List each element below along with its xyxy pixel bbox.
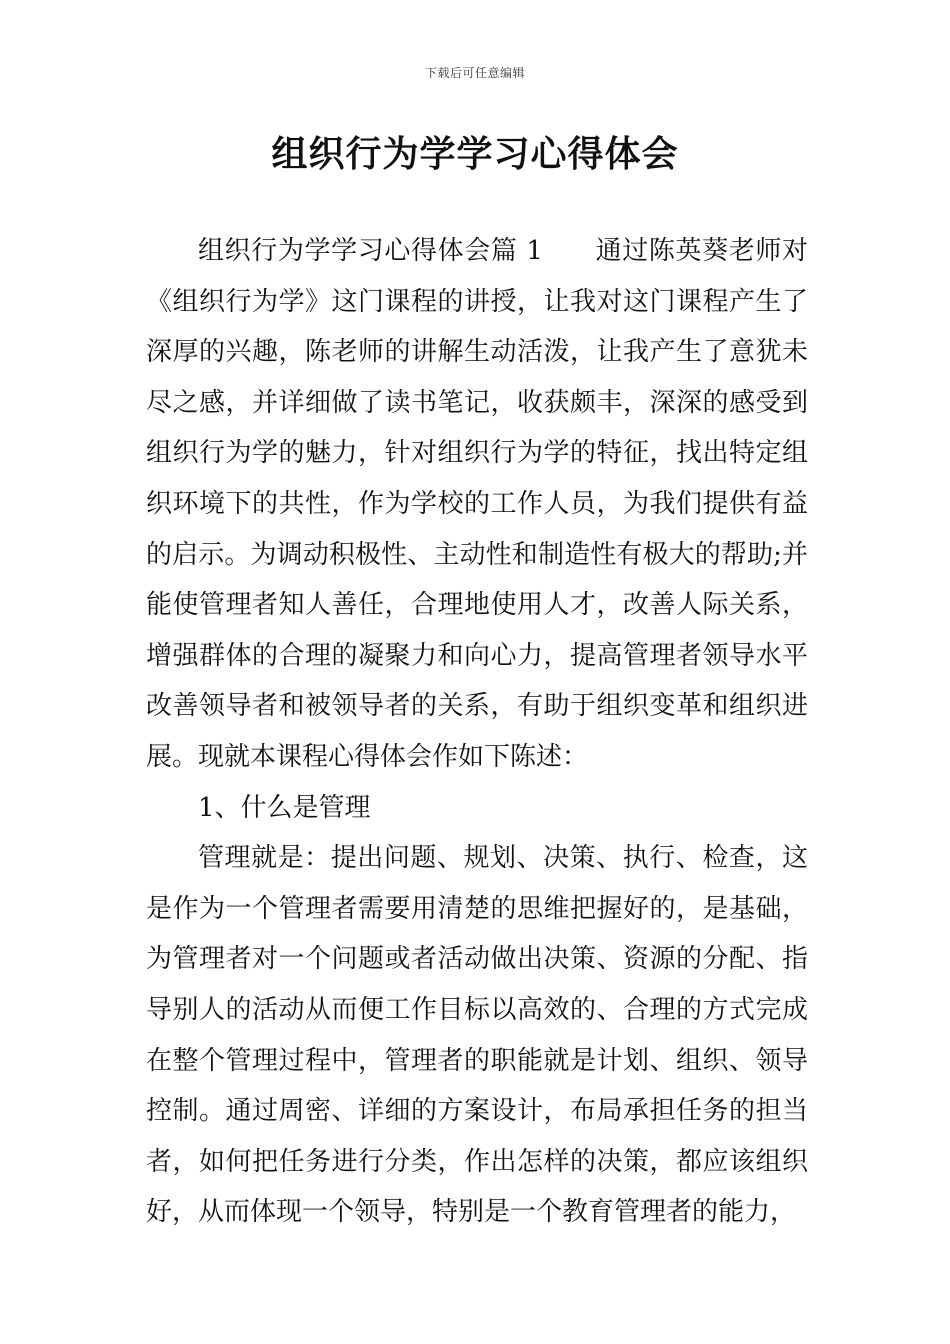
paragraph-management-definition: 管理就是：提出问题、规划、决策、执行、检查，这是作为一个管理者需要用清楚的思维把握好的，是基础，为管理者对一个问题或者活动做出决策、资源的分配、指导别人的活动从而便工作目标以高效的、合理的方式完成在整个管理过程中，管理者的职能就是计划、组织、领导控制。通过周密、详细的方案设计，布局承担任务的担当者，如何把任务进行分类，作出怎样的决策，都应该组织好，从而体现一个领导，特别是一个教育管理者的能力， [146,843,808,1228]
section-heading-inline: 组织行为学学习心得体会篇 1 [198,236,543,266]
subheading-what-is-management: 1、什么是管理 [198,792,371,823]
paragraph-intro [146,226,808,783]
paragraph-text: 通过陈英葵老师对《组织行为学》这门课程的讲授，让我对这门课程产生了深厚的兴趣，陈老师的讲解生动活泼，让我产生了意犹未尽之感，并详细做了读书笔记，收获颇丰，深深的感受到组织行为学的魅力，针对组织行为学的特征，找出特定组织环境下的共性，作为学校的工作人员，为我们提供有益的启示。为调动积极性、主动性和制造性有极大的帮助;并能使管理者知人善任，合理地使用人才，改善人际关系，增强群体的合理的凝聚力和向心力，提高管理者领导水平改善领导者和被领导者的关系，有助于组织变革和组织进展。现就本课程心得体会作如下陈述： [146,236,808,772]
document-body [146,226,808,1238]
document-title: 组织行为学学习心得体会 [271,133,679,175]
header-note: 下载后可任意编辑 [424,66,525,80]
